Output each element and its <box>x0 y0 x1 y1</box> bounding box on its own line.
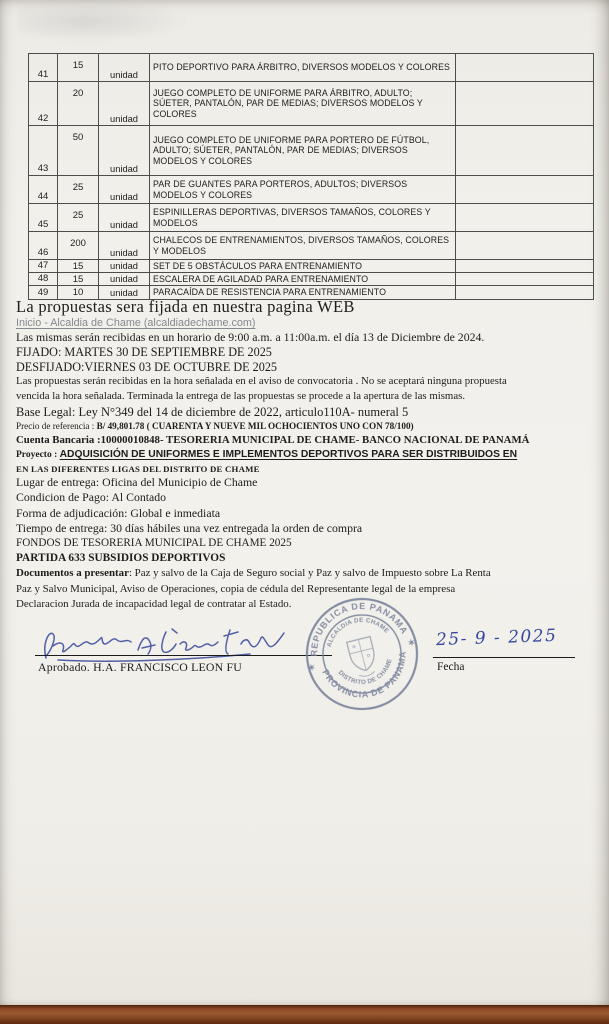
seal-star-left-icon: ✶ <box>306 661 317 674</box>
item-number-cell: 48 <box>29 273 58 286</box>
unit-cell: unidad <box>99 176 150 204</box>
documentos-line3: Declaracion Jurada de incapacidad legal de contratar al Estado. <box>16 598 292 611</box>
partida-line: PARTIDA 633 SUBSIDIOS DEPORTIVOS <box>16 551 226 564</box>
quantity-cell: 200 <box>58 232 99 260</box>
item-number-cell: 46 <box>29 232 58 260</box>
item-number-cell: 43 <box>29 126 58 176</box>
price-cell-empty <box>456 82 594 126</box>
seal-outer-bottom-text: PROVINCIA DE PANAMA <box>320 650 408 700</box>
unit-cell: unidad <box>99 286 150 299</box>
quantity-cell: 20 <box>58 82 99 126</box>
fondos-line: FONDOS DE TESORERIA MUNICIPAL DE CHAME 2025 <box>16 536 292 549</box>
item-number-cell: 45 <box>29 204 58 232</box>
desk-surface <box>0 1005 609 1024</box>
precio-referencia-line <box>16 420 606 433</box>
condicion-pago-line: Condicion de Pago: Al Contado <box>16 490 167 505</box>
description-cell: JUEGO COMPLETO DE UNIFORME PARA PORTERO DE FÚTBOL, ADULTO; SÚETER, PANTALÓN, PAR DE MEDIAS; DIVERSOS MODELOS Y COLORES <box>150 126 456 176</box>
fecha-label: Fecha <box>437 661 465 673</box>
item-number-cell: 49 <box>29 286 58 299</box>
table-row <box>29 54 594 82</box>
documentos-line2: Paz y Salvo Municipal, Aviso de Operaciones, copia de cédula del Representante legal de la empresa <box>16 582 456 595</box>
signature-handwriting <box>38 622 298 664</box>
scan-smudge <box>18 0 188 42</box>
unit-cell: unidad <box>99 82 150 126</box>
seal-coat-of-arms-icon <box>347 637 379 679</box>
item-number-cell: 42 <box>29 82 58 126</box>
reception-hours-line: Las mismas serán recibidas en un horario de 9:00 a.m. a 11:00a.m. el día 13 de Diciembre de 2024. <box>16 330 485 344</box>
documentos-label: Documentos a presentar <box>16 566 129 579</box>
document-body-text <box>16 297 606 613</box>
item-number-cell: 41 <box>29 54 58 82</box>
description-cell: SET DE 5 OBSTÁCULOS PARA ENTRENAMIENTO <box>150 260 456 273</box>
quantity-cell: 15 <box>58 54 99 82</box>
precio-label: Precio de referencia : <box>16 420 97 431</box>
seal-inner-top-text: ALCALDIA DE CHAME <box>325 616 391 648</box>
unit-cell: unidad <box>99 232 150 260</box>
price-cell-empty <box>456 204 594 232</box>
web-notice-heading: La propuestas sera fijada en nuestra pagina WEB <box>16 297 355 316</box>
tiempo-entrega-line: Tiempo de entrega: 30 días hábiles una vez entregada la orden de compra <box>16 520 363 535</box>
table-row <box>29 204 594 232</box>
unit-cell: unidad <box>99 126 150 176</box>
quantity-cell: 15 <box>58 273 99 286</box>
proyecto-title: ADQUISICIÓN DE UNIFORMES E IMPLEMENTOS DEPORTIVOS PARA SER DISTRIBUIDOS EN <box>59 449 518 461</box>
proyecto-line <box>16 447 606 463</box>
table-row <box>29 273 594 286</box>
quantity-cell: 10 <box>58 286 99 299</box>
table-row <box>29 176 594 204</box>
item-number-cell: 47 <box>29 260 58 273</box>
date-handwriting: 25- 9 - 2025 <box>435 625 558 651</box>
aviso-paragraph-line2: vencida la hora señalada. Terminada la entrega de las propuestas se procede a la apertura de las mismas. <box>16 389 466 402</box>
unit-cell: unidad <box>99 54 150 82</box>
description-cell: ESCALERA DE AGILADAD PARA ENTRENAMIENTO <box>150 273 456 286</box>
description-cell: PAR DE GUANTES PARA PORTEROS, ADULTOS; DIVERSOS MODELOS Y COLORES <box>150 176 456 204</box>
forma-adjudicacion-line: Forma de adjudicación: Global e inmediata <box>16 505 221 520</box>
table-row <box>29 82 594 126</box>
price-cell-empty <box>456 273 594 286</box>
unit-cell: unidad <box>99 273 150 286</box>
table-row <box>29 126 594 176</box>
proyecto-continuation-line: EN LAS DIFERENTES LIGAS DEL DISTRITO DE CHAME <box>16 464 260 475</box>
approved-by-label: Aprobado. H.A. FRANCISCO LEON FU <box>38 660 243 674</box>
quantity-cell: 50 <box>58 126 99 176</box>
documentos-rest: : Paz y salvo de la Caja de Seguro social y Paz y salvo de Impuesto sobre La Renta <box>128 566 491 579</box>
proyecto-label: Proyecto : <box>16 450 60 461</box>
price-cell-empty <box>456 232 594 260</box>
quantity-cell: 25 <box>58 176 99 204</box>
unit-cell: unidad <box>99 260 150 273</box>
base-legal-line: Base Legal: Ley N°349 del 14 de diciembre de 2022, articulo110A- numeral 5 <box>16 404 409 419</box>
seal-inner-bottom-text: DISTRITO DE CHAME <box>336 658 394 687</box>
documentos-line1 <box>16 566 606 582</box>
website-link-text: Inicio - Alcaldia de Chame (alcaldiadechame.com) <box>16 317 256 329</box>
cuenta-bancaria-line: Cuenta Bancaria :10000010848- TESORERIA MUNICIPAL DE CHAME- BANCO NACIONAL DE PANAMÁ <box>16 433 530 446</box>
description-cell: JUEGO COMPLETO DE UNIFORME PARA ÁRBITRO, ADULTO; SÚETER, PANTALÓN, PAR DE MEDIAS; DIVERSOS MODELOS Y COLORES <box>150 82 456 126</box>
table-row <box>29 260 594 273</box>
price-cell-empty <box>456 176 594 204</box>
item-number-cell: 44 <box>29 176 58 204</box>
seal-outer-top-text: REPUBLICA DE PANAMA <box>308 600 410 657</box>
price-cell-empty <box>456 260 594 273</box>
date-line <box>433 657 575 658</box>
price-cell-empty <box>456 54 594 82</box>
seal-star-right-icon: ✶ <box>406 636 417 649</box>
description-cell: ESPINILLERAS DEPORTIVAS, DIVERSOS TAMAÑOS, COLORES Y MODELOS <box>150 204 456 232</box>
desfijado-line: DESFIJADO:VIERNES 03 DE OCTUBRE DE 2025 <box>16 359 278 374</box>
description-cell: PARACAÍDA DE RESISTENCIA PARA ENTRENAMIENTO <box>150 286 456 299</box>
signature-line <box>35 655 332 656</box>
lugar-entrega-line: Lugar de entrega: Oficina del Municipio de Chame <box>16 475 258 490</box>
precio-value: B/ 49,801.78 ( CUARENTA Y NUEVE MIL OCHOCIENTOS UNO CON 78/100) <box>96 420 414 431</box>
items-table <box>28 53 594 300</box>
aviso-paragraph-line1: Las propuestas serán recibidas en la hora señalada en el aviso de convocatoria . No se aceptará ninguna propuesta <box>16 375 507 387</box>
unit-cell: unidad <box>99 204 150 232</box>
quantity-cell: 15 <box>58 260 99 273</box>
quantity-cell: 25 <box>58 204 99 232</box>
table-row <box>29 232 594 260</box>
fijado-line: FIJADO: MARTES 30 DE SEPTIEMBRE DE 2025 <box>16 345 272 359</box>
price-cell-empty <box>456 126 594 176</box>
description-cell: CHALECOS DE ENTRENAMIENTOS, DIVERSOS TAMAÑOS, COLORES Y MODELOS <box>150 232 456 260</box>
description-cell: PITO DEPORTIVO PARA ÁRBITRO, DIVERSOS MODELOS Y COLORES <box>150 54 456 82</box>
